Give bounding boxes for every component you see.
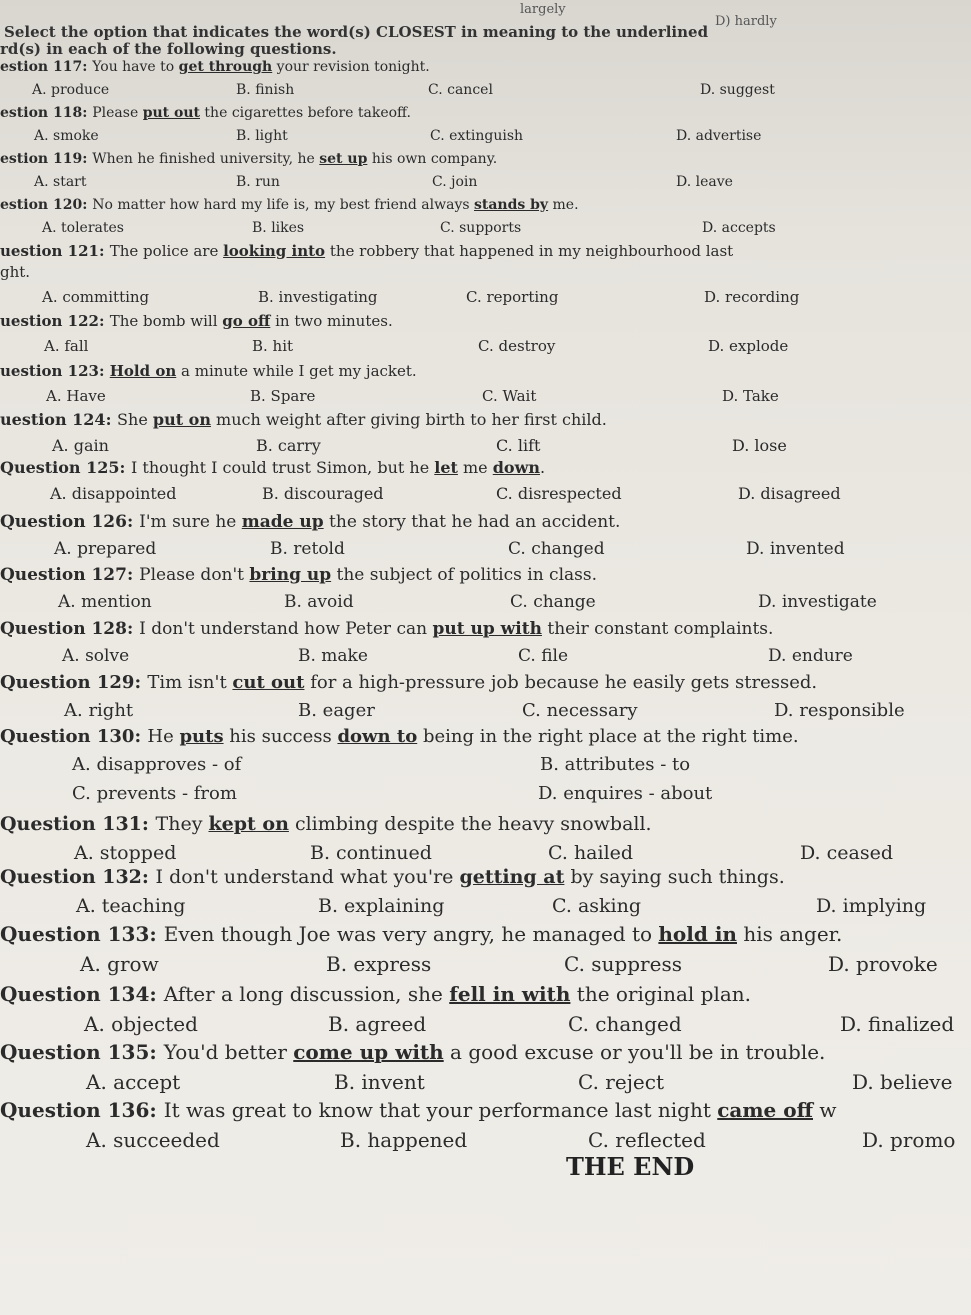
option-a[interactable]: A. accept xyxy=(86,1070,181,1094)
option-b[interactable]: B. attributes - to xyxy=(540,754,691,775)
question-text-pre: Please don't xyxy=(139,565,250,585)
underlined-phrase: made up xyxy=(241,512,324,532)
option-c[interactable]: C. supports xyxy=(440,220,522,236)
option-d[interactable]: D. responsible xyxy=(774,700,905,721)
option-c[interactable]: C. reject xyxy=(578,1070,664,1094)
option-a[interactable]: A. disappointed xyxy=(50,484,177,503)
answer-options xyxy=(0,288,971,308)
underlined-phrase: kept on xyxy=(208,813,289,835)
question-text-post: me xyxy=(457,458,493,477)
option-d[interactable]: D. accepts xyxy=(702,220,776,236)
question-stem xyxy=(0,196,971,214)
question-123 xyxy=(0,362,971,407)
underlined-phrase: looking into xyxy=(223,242,326,260)
underlined-phrase: put on xyxy=(152,410,211,429)
option-a[interactable]: A. teaching xyxy=(76,895,186,917)
option-a[interactable]: A. fall xyxy=(44,337,89,355)
option-c[interactable]: C. join xyxy=(432,174,478,190)
underlined-phrase: bring up xyxy=(249,565,332,585)
question-text-post: his own company. xyxy=(367,151,498,167)
option-d[interactable]: D. invented xyxy=(746,539,845,559)
question-number: Question 127: xyxy=(0,565,134,585)
question-text-post: the robbery that happened in my neighbourhood last xyxy=(325,242,734,260)
option-b[interactable]: B. eager xyxy=(298,700,375,721)
option-c[interactable]: C. hailed xyxy=(548,842,634,864)
underlined-phrase: came off xyxy=(717,1098,813,1122)
option-a[interactable]: A. grow xyxy=(80,952,159,976)
question-text-post: the subject of politics in class. xyxy=(331,565,597,585)
underlined-phrase: stands by xyxy=(474,197,549,213)
option-c[interactable]: C. lift xyxy=(496,436,541,455)
question-132 xyxy=(0,866,971,920)
question-127 xyxy=(0,565,971,614)
question-text-pre: It was great to know that your performance last night xyxy=(163,1098,718,1122)
question-134 xyxy=(0,982,971,1038)
question-text-post: in two minutes. xyxy=(270,312,393,330)
option-b[interactable]: B. Spare xyxy=(250,387,316,405)
question-text-pre: No matter how hard my life is, my best friend always xyxy=(92,197,474,213)
answer-options xyxy=(0,646,971,668)
answer-options xyxy=(0,82,971,100)
question-stem xyxy=(0,1098,971,1122)
question-stem xyxy=(0,410,971,430)
underlined-phrase: cut out xyxy=(232,672,305,693)
question-number: estion 117: xyxy=(0,59,88,75)
answer-options xyxy=(0,592,971,614)
option-c[interactable]: C. file xyxy=(518,646,569,666)
question-number: Question 128: xyxy=(0,619,134,639)
option-b[interactable]: B. express xyxy=(326,952,432,976)
underlined-phrase: fell in with xyxy=(449,982,571,1006)
option-a[interactable]: A. gain xyxy=(52,436,109,455)
question-stem xyxy=(0,242,971,261)
answer-options xyxy=(0,1128,971,1154)
question-135 xyxy=(0,1040,971,1096)
question-number: estion 120: xyxy=(0,197,88,213)
question-stem xyxy=(0,982,971,1006)
underlined-phrase: puts xyxy=(179,726,224,747)
question-stem xyxy=(0,104,971,122)
option-c[interactable]: C. destroy xyxy=(478,337,556,355)
answer-options xyxy=(0,1012,971,1038)
option-b[interactable]: B. investigating xyxy=(258,288,378,306)
question-text-pre: They xyxy=(155,813,209,835)
answer-options xyxy=(0,484,971,505)
question-117 xyxy=(0,58,971,100)
option-b[interactable]: B. invent xyxy=(334,1070,425,1094)
option-d[interactable]: D. suggest xyxy=(700,82,775,98)
answer-options xyxy=(0,700,971,723)
question-text-pre: The bomb will xyxy=(109,312,223,330)
question-text-post: a good excuse or you'll be in trouble. xyxy=(443,1040,826,1064)
question-text-pre: You have to xyxy=(92,59,179,75)
question-133 xyxy=(0,922,971,978)
option-b[interactable]: B. continued xyxy=(310,842,432,864)
option-b[interactable]: B. discouraged xyxy=(262,484,384,503)
question-text-post: the cigarettes before takeoff. xyxy=(199,105,411,121)
question-number: Question 126: xyxy=(0,512,134,532)
option-a[interactable]: A. prepared xyxy=(54,539,157,559)
option-a[interactable]: A. disapproves - of xyxy=(72,754,242,775)
answer-options xyxy=(0,895,971,920)
question-text-pre: I'm sure he xyxy=(139,512,242,532)
underlined-phrase-2: down to xyxy=(337,726,418,747)
option-b[interactable]: B. run xyxy=(236,174,280,190)
instruction-line-1: Select the option that indicates the word(s) CLOSEST in meaning to the underlined xyxy=(4,23,709,41)
question-text-post: your revision tonight. xyxy=(272,59,430,75)
question-number: uestion 124: xyxy=(0,410,112,429)
option-c[interactable]: C. changed xyxy=(568,1012,682,1036)
option-d[interactable]: D. ceased xyxy=(800,842,894,864)
question-stem xyxy=(0,866,971,889)
question-stem xyxy=(0,458,971,478)
question-120 xyxy=(0,196,971,238)
question-text-post: the original plan. xyxy=(570,982,752,1006)
underlined-phrase: go off xyxy=(222,312,271,330)
option-b[interactable]: B. carry xyxy=(256,436,321,455)
question-stem xyxy=(0,565,971,586)
question-118 xyxy=(0,104,971,146)
answer-options xyxy=(0,436,971,457)
option-b[interactable]: B. avoid xyxy=(284,592,354,612)
question-text-pre: You'd better xyxy=(163,1040,294,1064)
question-number: uestion 121: xyxy=(0,242,105,260)
option-a[interactable]: A. produce xyxy=(32,82,110,98)
option-c[interactable]: C. cancel xyxy=(428,82,493,98)
option-c[interactable]: C. Wait xyxy=(482,387,537,405)
underlined-phrase: Hold on xyxy=(109,362,177,380)
question-text-continued: ght. xyxy=(0,263,31,281)
question-text-pre: The police are xyxy=(109,242,224,260)
question-stem xyxy=(0,922,971,946)
question-122 xyxy=(0,312,971,357)
answer-options xyxy=(0,754,971,777)
question-text-pre: He xyxy=(147,726,180,747)
option-c[interactable]: C. reflected xyxy=(588,1128,706,1152)
option-d[interactable]: D. Take xyxy=(722,387,779,405)
question-text-post: a minute while I get my jacket. xyxy=(176,362,417,380)
option-b[interactable]: B. hit xyxy=(252,337,294,355)
question-text-pre: Even though Joe was very angry, he managed to xyxy=(163,922,659,946)
question-text-post: me. xyxy=(548,197,579,213)
option-b[interactable]: B. explaining xyxy=(318,895,445,917)
question-text-post: by saying such things. xyxy=(564,866,785,888)
question-number: uestion 122: xyxy=(0,312,105,330)
question-125 xyxy=(0,458,971,505)
option-a[interactable]: A. objected xyxy=(84,1012,198,1036)
option-c[interactable]: C. change xyxy=(510,592,596,612)
question-number: estion 118: xyxy=(0,105,88,121)
header-fragment-right: D) hardly xyxy=(715,14,777,29)
question-stem xyxy=(0,726,971,748)
underlined-phrase: set up xyxy=(319,151,368,167)
underlined-phrase: put up with xyxy=(432,619,542,639)
option-a[interactable]: A. stopped xyxy=(74,842,177,864)
answer-options xyxy=(0,337,971,357)
question-129 xyxy=(0,672,971,723)
question-text-pre: I don't understand how Peter can xyxy=(139,619,433,639)
question-text-post-2: . xyxy=(540,458,546,477)
question-text-post: their constant complaints. xyxy=(541,619,774,639)
option-d[interactable]: D. enquires - about xyxy=(538,783,713,805)
option-d[interactable]: D. explode xyxy=(708,337,789,355)
question-text-pre: I thought I could trust Simon, but he xyxy=(130,458,435,477)
answer-options xyxy=(0,842,971,867)
question-124 xyxy=(0,410,971,457)
option-b[interactable]: B. agreed xyxy=(328,1012,427,1036)
question-number: Question 136: xyxy=(0,1098,157,1122)
option-b[interactable]: B. retold xyxy=(270,539,345,559)
underlined-phrase: let xyxy=(434,458,458,477)
question-number: Question 132: xyxy=(0,866,149,888)
question-text-post: much weight after giving birth to her first child. xyxy=(210,410,607,429)
option-c[interactable]: C. disrespected xyxy=(496,484,622,503)
instruction-line-2: rd(s) in each of the following questions. xyxy=(0,40,337,58)
option-d[interactable]: D. disagreed xyxy=(738,484,841,503)
underlined-phrase: get through xyxy=(178,59,273,75)
option-d[interactable]: D. advertise xyxy=(676,128,762,144)
question-text-post: for a high-pressure job because he easily gets stressed. xyxy=(304,672,818,693)
question-stem xyxy=(0,672,971,694)
question-stem xyxy=(0,150,971,168)
option-d[interactable]: D. provoke xyxy=(828,952,938,976)
header-fragment-left: largely xyxy=(520,2,566,17)
instruction xyxy=(0,24,971,58)
question-number: Question 130: xyxy=(0,726,142,747)
underlined-phrase: put out xyxy=(142,105,200,121)
option-c[interactable]: C. changed xyxy=(508,539,605,559)
option-d[interactable]: D. recording xyxy=(704,288,800,306)
option-b[interactable]: B. happened xyxy=(340,1128,468,1152)
option-d[interactable]: D. believe xyxy=(852,1070,953,1094)
answer-options xyxy=(0,128,971,146)
question-text-post-2: being in the right place at the right time. xyxy=(417,726,799,747)
question-126 xyxy=(0,512,971,561)
question-text-post: w xyxy=(813,1098,837,1122)
question-number: Question 129: xyxy=(0,672,142,693)
question-136 xyxy=(0,1098,971,1154)
question-text-post: climbing despite the heavy snowball. xyxy=(288,813,652,835)
option-a[interactable]: A. succeeded xyxy=(86,1128,220,1152)
question-stem xyxy=(0,1040,971,1064)
underlined-phrase: getting at xyxy=(459,866,565,888)
option-d[interactable]: D. endure xyxy=(768,646,853,666)
question-stem xyxy=(0,813,971,836)
underlined-phrase: hold in xyxy=(658,922,737,946)
end-text: THE END xyxy=(566,1152,695,1181)
question-number: Question 135: xyxy=(0,1040,157,1064)
answer-options xyxy=(0,220,971,238)
question-number: uestion 123: xyxy=(0,362,105,380)
option-a[interactable]: A. smoke xyxy=(34,128,99,144)
option-c[interactable]: C. necessary xyxy=(522,700,638,721)
underlined-phrase: come up with xyxy=(293,1040,444,1064)
question-text-pre: When he finished university, he xyxy=(92,151,320,167)
option-b[interactable]: B. make xyxy=(298,646,368,666)
question-stem xyxy=(0,58,971,76)
answer-options xyxy=(0,783,971,806)
option-a[interactable]: A. Have xyxy=(46,387,106,405)
question-stem xyxy=(0,312,971,331)
option-a[interactable]: A. start xyxy=(34,174,87,190)
option-a[interactable]: A. tolerates xyxy=(42,220,124,236)
question-text-post: his success xyxy=(223,726,338,747)
question-number: Question 125: xyxy=(0,458,126,477)
option-b[interactable]: B. light xyxy=(236,128,288,144)
option-c[interactable]: C. prevents - from xyxy=(72,783,237,805)
answer-options xyxy=(0,174,971,192)
question-number: Question 133: xyxy=(0,922,157,946)
question-number: Question 131: xyxy=(0,813,149,835)
question-text-pre: Tim isn't xyxy=(147,672,233,693)
answer-options xyxy=(0,1070,971,1096)
question-number: estion 119: xyxy=(0,151,88,167)
question-text-post: the story that he had an accident. xyxy=(323,512,621,532)
question-stem xyxy=(0,512,971,533)
option-b[interactable]: B. finish xyxy=(236,82,295,98)
option-c[interactable]: C. reporting xyxy=(466,288,559,306)
option-d[interactable]: D. lose xyxy=(732,436,787,455)
answer-options xyxy=(0,952,971,978)
option-a[interactable]: A. right xyxy=(64,700,134,721)
question-stem xyxy=(0,619,971,640)
question-stem xyxy=(0,362,971,381)
question-128 xyxy=(0,619,971,668)
option-a[interactable]: A. solve xyxy=(62,646,130,666)
option-d[interactable]: D. implying xyxy=(816,895,927,917)
question-text-post: his anger. xyxy=(736,922,843,946)
option-a[interactable]: A. mention xyxy=(58,592,152,612)
option-b[interactable]: B. likes xyxy=(252,220,305,236)
option-a[interactable]: A. committing xyxy=(42,288,150,306)
question-number: Question 134: xyxy=(0,982,157,1006)
question-119 xyxy=(0,150,971,192)
question-text-pre: I don't understand what you're xyxy=(155,866,460,888)
question-text-pre: Please xyxy=(92,105,143,121)
option-d[interactable]: D. leave xyxy=(676,174,733,190)
question-131 xyxy=(0,813,971,867)
question-121 xyxy=(0,242,971,308)
option-d[interactable]: D. promo xyxy=(862,1128,956,1152)
option-c[interactable]: C. asking xyxy=(552,895,642,917)
question-130 xyxy=(0,726,971,807)
question-text-pre: She xyxy=(117,410,153,429)
question-text-pre: After a long discussion, she xyxy=(163,982,450,1006)
option-d[interactable]: D. investigate xyxy=(758,592,877,612)
underlined-phrase-2: down xyxy=(492,458,540,477)
answer-options xyxy=(0,387,971,407)
answer-options xyxy=(0,539,971,561)
option-d[interactable]: D. finalized xyxy=(840,1012,955,1036)
option-c[interactable]: C. extinguish xyxy=(430,128,524,144)
option-c[interactable]: C. suppress xyxy=(564,952,682,976)
